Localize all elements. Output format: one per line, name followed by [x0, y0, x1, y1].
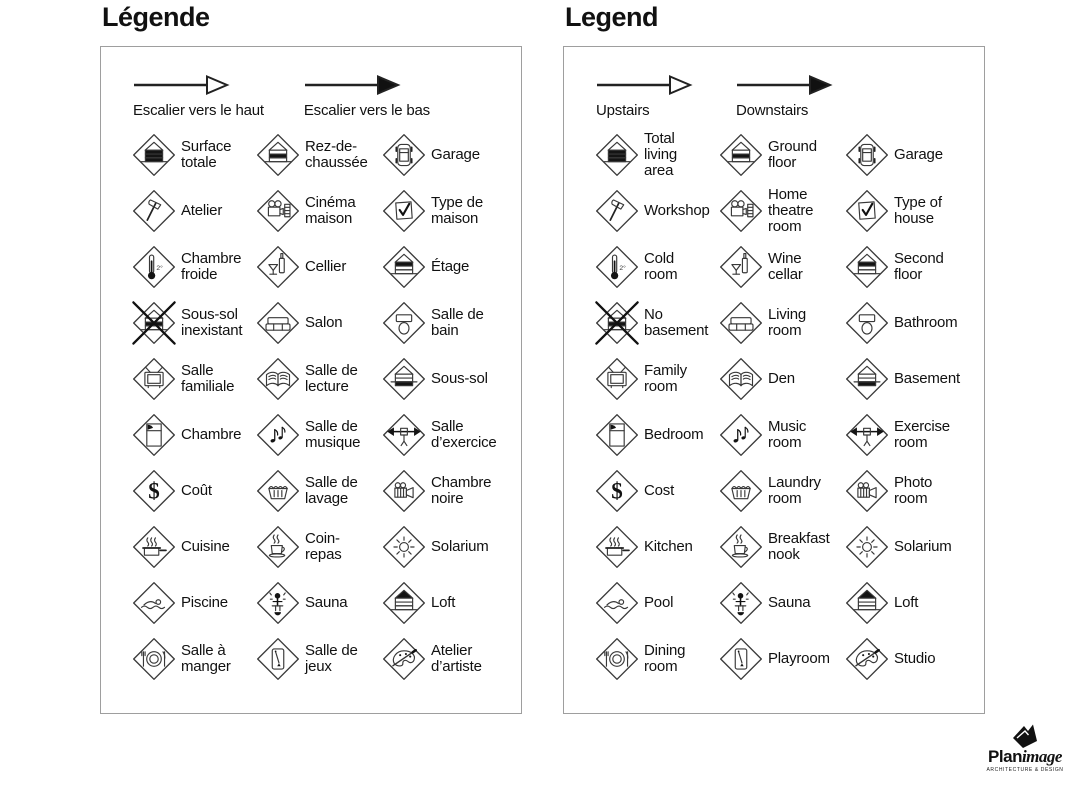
- planimage-logo-icon: [1005, 722, 1045, 750]
- legend-item: [131, 407, 255, 463]
- legend-item-label: Piscine: [181, 594, 228, 611]
- cooking-pot-icon: [131, 524, 177, 570]
- legend-item-label: Étage: [431, 258, 470, 275]
- legend-item: [381, 351, 505, 407]
- legend-panel-french: [100, 0, 522, 785]
- car-garage-icon: [844, 132, 890, 178]
- panel-title-french: Légende: [102, 2, 210, 32]
- stairs-down-arrow-label: Downstairs: [736, 102, 809, 119]
- artist-palette-icon: [844, 636, 890, 682]
- legend-item-label: Sous-sol: [431, 370, 488, 387]
- dollar-sign-icon: [131, 468, 177, 514]
- legend-item-label: Total living area: [644, 130, 677, 179]
- logo-brand-bold: Plan: [988, 747, 1022, 766]
- legend-item-label: Sous-sol inexistant: [181, 306, 243, 339]
- legend-item: [131, 351, 255, 407]
- legend-item: [594, 631, 718, 687]
- legend-item: [594, 463, 718, 519]
- legend-item: [594, 407, 718, 463]
- legend-item: [255, 407, 381, 463]
- car-garage-icon: [381, 132, 427, 178]
- bed-icon: [594, 412, 640, 458]
- legend-item: [844, 239, 968, 295]
- dining-place-setting-icon: [131, 636, 177, 682]
- cooking-pot-icon: [594, 524, 640, 570]
- barbell-lifter-icon: [844, 412, 890, 458]
- legend-item-label: Dining room: [644, 642, 686, 675]
- stairs-up-arrow: [596, 75, 696, 119]
- legend-item-label: Loft: [431, 594, 456, 611]
- legend-item: [381, 407, 505, 463]
- legend-item: [255, 295, 381, 351]
- legend-item: [718, 407, 844, 463]
- film-projector-icon: [718, 188, 764, 234]
- wine-bottle-glass-icon: [255, 244, 301, 290]
- television-icon: [594, 356, 640, 402]
- legend-item-label: Salle de musique: [305, 418, 361, 451]
- coffee-cup-icon: [255, 524, 301, 570]
- planimage-logo: [976, 722, 1074, 773]
- stairs-up-arrow-label: Upstairs: [596, 102, 650, 119]
- legend-item: [381, 295, 505, 351]
- legend-item-label: Atelier d’artiste: [431, 642, 482, 675]
- checked-box-icon: [844, 188, 890, 234]
- legend-item-label: Salle de bain: [431, 306, 484, 339]
- wine-bottle-glass-icon: [718, 244, 764, 290]
- legend-item: [718, 519, 844, 575]
- swimmer-icon: [131, 580, 177, 626]
- swimmer-icon: [594, 580, 640, 626]
- legend-item: [844, 519, 968, 575]
- legend-item-label: Coût: [181, 482, 212, 499]
- legend-item-label: Rez-de-chaussée: [305, 138, 368, 171]
- legend-item: [255, 183, 381, 239]
- house-basement-icon: [381, 356, 427, 402]
- legend-item-label: Salle de lavage: [305, 474, 358, 507]
- sofa-icon: [718, 300, 764, 346]
- legend-item: [381, 519, 505, 575]
- legend-item-label: Salle familiale: [181, 362, 235, 395]
- toilet-icon: [844, 300, 890, 346]
- legend-item-label: Wine cellar: [768, 250, 803, 283]
- laundry-basket-icon: [718, 468, 764, 514]
- laundry-basket-icon: [255, 468, 301, 514]
- movie-camera-icon: [381, 468, 427, 514]
- stairs-up-arrow: [133, 75, 264, 119]
- stair-arrows-english: [596, 75, 836, 119]
- sun-icon: [381, 524, 427, 570]
- legend-item-label: Photo room: [894, 474, 933, 507]
- legend-item-label: Chambre: [181, 426, 242, 443]
- dollar-sign-icon: [594, 468, 640, 514]
- legend-item: [131, 295, 255, 351]
- legend-item-label: Sauna: [305, 594, 348, 611]
- legend-item-label: Coin-repas: [305, 530, 342, 563]
- legend-item-label: Studio: [894, 650, 936, 667]
- legend-item-label: Type de maison: [431, 194, 483, 227]
- legend-item: [381, 183, 505, 239]
- open-book-icon: [718, 356, 764, 402]
- sauna-person-icon: [718, 580, 764, 626]
- legend-item-label: Playroom: [768, 650, 830, 667]
- film-projector-icon: [255, 188, 301, 234]
- bed-icon: [131, 412, 177, 458]
- house-no-basement-icon: [131, 300, 177, 346]
- coffee-cup-icon: [718, 524, 764, 570]
- television-icon: [131, 356, 177, 402]
- legend-item-label: Salon: [305, 314, 343, 331]
- legend-item-label: Music room: [768, 418, 807, 451]
- legend-item: [255, 631, 381, 687]
- legend-item-label: Home theatre room: [768, 186, 814, 235]
- toilet-icon: [381, 300, 427, 346]
- legend-item: [844, 631, 968, 687]
- legend-item: [594, 575, 718, 631]
- house-loft-icon: [381, 580, 427, 626]
- legend-item: [131, 631, 255, 687]
- legend-item: [381, 463, 505, 519]
- legend-item: [594, 519, 718, 575]
- legend-item: [255, 575, 381, 631]
- legend-item: [381, 575, 505, 631]
- legend-item-label: Ground floor: [768, 138, 817, 171]
- legend-item-label: No basement: [644, 306, 709, 339]
- artist-palette-icon: [381, 636, 427, 682]
- legend-item-label: Cinéma maison: [305, 194, 356, 227]
- legend-item-label: Garage: [431, 146, 480, 163]
- legend-item-label: Cuisine: [181, 538, 230, 555]
- legend-item: [844, 183, 968, 239]
- legend-item-label: Loft: [894, 594, 919, 611]
- house-no-basement-icon: [594, 300, 640, 346]
- legend-item-label: Salle d’exercice: [431, 418, 497, 451]
- legend-item: [131, 463, 255, 519]
- legend-item-label: Exercise room: [894, 418, 950, 451]
- game-table-icon: [718, 636, 764, 682]
- legend-item-label: Laundry room: [768, 474, 821, 507]
- legend-item: [844, 351, 968, 407]
- stairs-up-arrow-label: Escalier vers le haut: [133, 102, 264, 119]
- legend-item-label: Bedroom: [644, 426, 704, 443]
- stair-arrows-french: [133, 75, 430, 119]
- legend-item-label: Solarium: [431, 538, 489, 555]
- legend-item: [844, 127, 968, 183]
- legend-item-label: Surface totale: [181, 138, 232, 171]
- music-notes-icon: [255, 412, 301, 458]
- legend-grid-french: [131, 127, 505, 687]
- legend-item-label: Chambre froide: [181, 250, 242, 283]
- legend-item-label: Cellier: [305, 258, 347, 275]
- open-book-icon: [255, 356, 301, 402]
- legend-box-english: [563, 46, 985, 714]
- legend-item: [718, 463, 844, 519]
- legend-item: [594, 295, 718, 351]
- legend-item-label: Solarium: [894, 538, 952, 555]
- legend-item-label: Salle de lecture: [305, 362, 358, 395]
- legend-item: [718, 183, 844, 239]
- panel-title-english: Legend: [565, 2, 659, 32]
- legend-item: [131, 183, 255, 239]
- stairs-down-arrow: [736, 75, 836, 119]
- legend-item: [594, 239, 718, 295]
- legend-item-label: Workshop: [644, 202, 710, 219]
- music-notes-icon: [718, 412, 764, 458]
- legend-item-label: Bathroom: [894, 314, 958, 331]
- legend-item-label: Atelier: [181, 202, 223, 219]
- legend-item: [718, 575, 844, 631]
- sofa-icon: [255, 300, 301, 346]
- svg-text:$: $: [611, 478, 623, 504]
- house-basement-icon: [844, 356, 890, 402]
- house-total-living-area-icon: [131, 132, 177, 178]
- house-ground-floor-icon: [718, 132, 764, 178]
- legend-item-label: Kitchen: [644, 538, 693, 555]
- house-second-floor-icon: [844, 244, 890, 290]
- barbell-lifter-icon: [381, 412, 427, 458]
- stairs-down-arrow: [304, 75, 430, 119]
- legend-item: [718, 239, 844, 295]
- legend-item: [844, 295, 968, 351]
- house-second-floor-icon: [381, 244, 427, 290]
- house-loft-icon: [844, 580, 890, 626]
- planimage-logo-tagline: ARCHITECTURE & DESIGN: [986, 767, 1064, 773]
- legend-item: [131, 519, 255, 575]
- legend-item: [381, 127, 505, 183]
- legend-item-label: Garage: [894, 146, 943, 163]
- legend-item-label: Type of house: [894, 194, 942, 227]
- legend-item: [718, 127, 844, 183]
- thermometer-cold-icon: [131, 244, 177, 290]
- svg-text:2°: 2°: [156, 264, 163, 272]
- legend-item: [844, 463, 968, 519]
- legend-item: [131, 239, 255, 295]
- legend-item: [131, 575, 255, 631]
- legend-item-label: Cold room: [644, 250, 678, 283]
- legend-item: [594, 183, 718, 239]
- dining-place-setting-icon: [594, 636, 640, 682]
- legend-item: [718, 631, 844, 687]
- sauna-person-icon: [255, 580, 301, 626]
- legend-grid-english: [594, 127, 968, 687]
- legend-item-label: Breakfast nook: [768, 530, 830, 563]
- hammer-workshop-icon: [594, 188, 640, 234]
- legend-item: [255, 519, 381, 575]
- legend-item: [844, 575, 968, 631]
- legend-item: [131, 127, 255, 183]
- sun-icon: [844, 524, 890, 570]
- legend-item-label: Chambre noire: [431, 474, 492, 507]
- legend-item-label: Basement: [894, 370, 960, 387]
- legend-panel-english: [563, 0, 985, 785]
- legend-item-label: Pool: [644, 594, 674, 611]
- thermometer-cold-icon: [594, 244, 640, 290]
- legend-item: [381, 631, 505, 687]
- legend-item: [718, 295, 844, 351]
- legend-item-label: Den: [768, 370, 795, 387]
- legend-item-label: Sauna: [768, 594, 811, 611]
- legend-item: [255, 127, 381, 183]
- legend-box-french: [100, 46, 522, 714]
- planimage-logo-text: [976, 748, 1074, 766]
- legend-item-label: Salle de jeux: [305, 642, 358, 675]
- movie-camera-icon: [844, 468, 890, 514]
- svg-text:2°: 2°: [619, 264, 626, 272]
- legend-item: [255, 463, 381, 519]
- legend-item: [844, 407, 968, 463]
- checked-box-icon: [381, 188, 427, 234]
- hammer-workshop-icon: [131, 188, 177, 234]
- legend-item: [718, 351, 844, 407]
- house-ground-floor-icon: [255, 132, 301, 178]
- logo-brand-italic: image: [1021, 747, 1062, 766]
- legend-item: [255, 351, 381, 407]
- stairs-down-arrow-label: Escalier vers le bas: [303, 102, 430, 119]
- legend-item-label: Living room: [768, 306, 806, 339]
- svg-text:$: $: [148, 478, 160, 504]
- legend-item-label: Family room: [644, 362, 687, 395]
- legend-item-label: Second floor: [894, 250, 944, 283]
- game-table-icon: [255, 636, 301, 682]
- legend-item: [381, 239, 505, 295]
- legend-item: [594, 351, 718, 407]
- legend-item: [594, 127, 718, 183]
- legend-item-label: Salle à manger: [181, 642, 231, 675]
- legend-item: [255, 239, 381, 295]
- house-total-living-area-icon: [594, 132, 640, 178]
- legend-item-label: Cost: [644, 482, 675, 499]
